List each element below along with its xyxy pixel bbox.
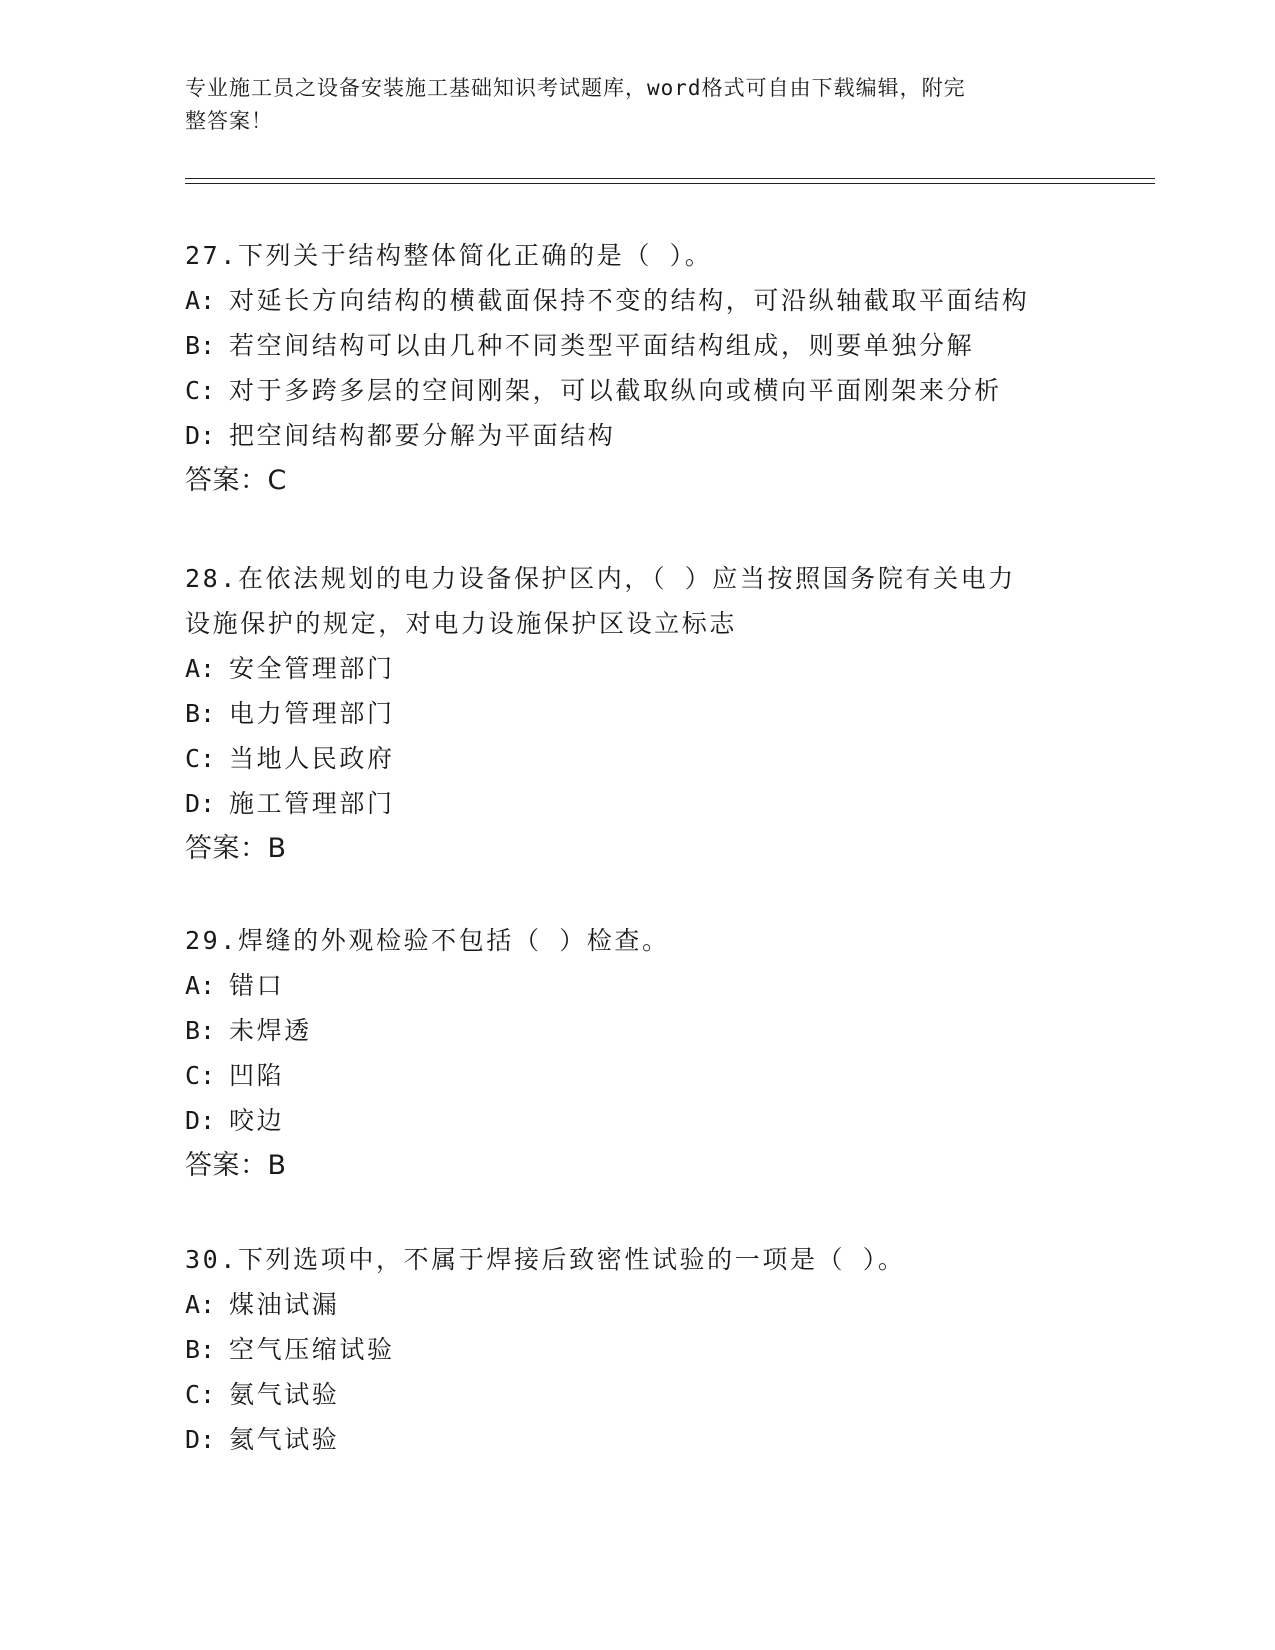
option-text: 电力管理部门 xyxy=(229,699,395,728)
question-stem: 27.下列关于结构整体简化正确的是（ ）。 xyxy=(185,241,713,270)
option-c xyxy=(185,736,1085,781)
answer-line: 答案：B xyxy=(185,833,287,864)
option-key: A: xyxy=(185,1290,216,1319)
option-b xyxy=(185,1008,1085,1053)
option-text: 煤油试漏 xyxy=(229,1290,340,1319)
option-a xyxy=(185,646,1085,691)
option-text: 当地人民政府 xyxy=(229,744,395,773)
option-text: 错口 xyxy=(229,971,285,1000)
option-c xyxy=(185,1053,1085,1098)
option-text: 氨气试验 xyxy=(229,1380,340,1409)
header-line-2: 整答案！ xyxy=(185,109,273,133)
option-d xyxy=(185,1098,1085,1143)
question-stem-continued: 设施保护的规定，对电力设施保护区设立标志 xyxy=(185,609,738,638)
answer-line: 答案：B xyxy=(185,1150,287,1181)
option-text: 对延长方向结构的横截面保持不变的结构，可沿纵轴截取平面结构 xyxy=(229,286,1030,315)
option-d xyxy=(185,1417,1085,1462)
option-key: D: xyxy=(185,789,216,818)
option-b xyxy=(185,323,1085,368)
option-text: 安全管理部门 xyxy=(229,654,395,683)
question-stem: 28.在依法规划的电力设备保护区内，（ ）应当按照国务院有关电力 xyxy=(185,564,1016,593)
question-stem: 29.焊缝的外观检验不包括（ ）检查。 xyxy=(185,926,670,955)
option-a xyxy=(185,963,1085,1008)
question-27 xyxy=(185,233,1085,503)
option-key: B: xyxy=(185,1335,216,1364)
option-key: A: xyxy=(185,286,216,315)
question-29 xyxy=(185,918,1085,1188)
option-key: A: xyxy=(185,971,216,1000)
option-key: C: xyxy=(185,1380,216,1409)
option-key: C: xyxy=(185,1061,216,1090)
option-text: 未焊透 xyxy=(229,1016,312,1045)
option-key: D: xyxy=(185,421,216,450)
option-b xyxy=(185,1327,1085,1372)
option-text: 凹陷 xyxy=(229,1061,285,1090)
answer-line: 答案：C xyxy=(185,465,287,496)
document-header xyxy=(185,72,1065,138)
option-d xyxy=(185,781,1085,826)
option-key: B: xyxy=(185,1016,216,1045)
question-stem: 30.下列选项中，不属于焊接后致密性试验的一项是（ ）。 xyxy=(185,1245,906,1274)
option-key: B: xyxy=(185,699,216,728)
option-a xyxy=(185,278,1085,323)
option-text: 空气压缩试验 xyxy=(229,1335,395,1364)
header-line-1: 专业施工员之设备安装施工基础知识考试题库，word格式可自由下载编辑，附完 xyxy=(185,76,966,100)
option-c xyxy=(185,368,1085,413)
header-divider-top xyxy=(185,178,1155,179)
option-text: 咬边 xyxy=(229,1106,285,1135)
question-30 xyxy=(185,1237,1085,1462)
question-28 xyxy=(185,556,1085,871)
option-text: 把空间结构都要分解为平面结构 xyxy=(229,421,616,450)
option-a xyxy=(185,1282,1085,1327)
option-c xyxy=(185,1372,1085,1417)
option-key: C: xyxy=(185,744,216,773)
header-divider-bottom xyxy=(185,183,1155,184)
option-text: 施工管理部门 xyxy=(229,789,395,818)
option-text: 氦气试验 xyxy=(229,1425,340,1454)
option-key: C: xyxy=(185,376,216,405)
option-key: D: xyxy=(185,1425,216,1454)
option-key: B: xyxy=(185,331,216,360)
option-key: A: xyxy=(185,654,216,683)
option-b xyxy=(185,691,1085,736)
option-key: D: xyxy=(185,1106,216,1135)
option-d xyxy=(185,413,1085,458)
option-text: 对于多跨多层的空间刚架，可以截取纵向或横向平面刚架来分析 xyxy=(229,376,1002,405)
option-text: 若空间结构可以由几种不同类型平面结构组成，则要单独分解 xyxy=(229,331,975,360)
